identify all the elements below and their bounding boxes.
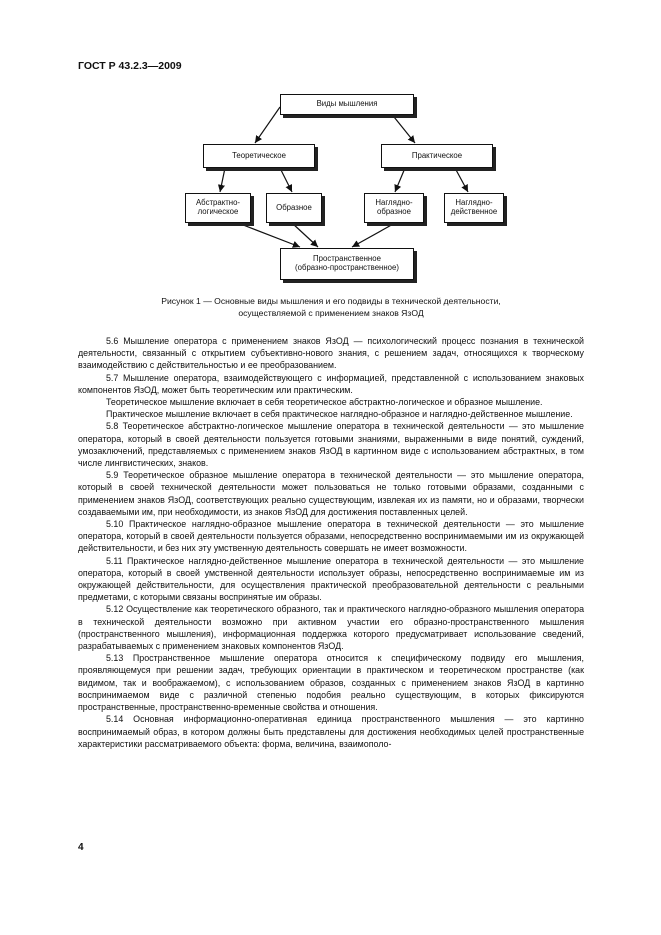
visual-active-node: Наглядно- действенное <box>444 193 504 223</box>
paragraph-5-6: 5.6 Мышление оператора с применением знаков ЯзОД — психологический процесс познания в технической деятельности, связанный с открытием субъективно-нового знания, с решением задач, относящихся к творческому взаимодействию с действительностью и ее преобразованием. <box>78 336 584 371</box>
thinking-types-diagram <box>0 0 661 300</box>
paragraph-5-14: 5.14 Основная информационно-оперативная единица пространственного мышления — это картинно воспринимаемый образ, в котором должны быть представлены для достижения необходимых целей пространственные характеристики рассматриваемого объекта: форма, величина, взаимополо- <box>78 714 584 749</box>
paragraph-5-13: 5.13 Пространственное мышление оператора относится к специфическому подвиду его мышления, проявляющемуся при решении задач, требующих ориентации в практическом и теоретическом пространстве (как видимом, так и воображаемом), с использованием образов, созданных с применением знаков ЯзОД в картинно воспринимаемом виде с различной степенью подобия реально существующим, в которых фиксируются пространственные, пространственно-временные свойства и отношения. <box>78 653 584 713</box>
paragraph-5-7: 5.7 Мышление оператора, взаимодействующего с информацией, представленной с использованием знаковых компонентов ЯзОД, может быть теоретическим или практическим. <box>78 372 584 395</box>
paragraph-practical: Практическое мышление включает в себя практическое наглядно-образное и наглядно-действенное мышление. <box>106 409 573 420</box>
paragraph-theoretical: Теоретическое мышление включает в себя теоретическое абстрактно-логическое и образное мышление. <box>106 397 543 408</box>
abstract-logical-node: Абстрактно- логическое <box>185 193 251 223</box>
document-header: ГОСТ Р 43.2.3—2009 <box>78 60 182 72</box>
page-number: 4 <box>78 842 84 853</box>
figure-caption <box>78 296 584 319</box>
body-text <box>78 335 584 750</box>
root-node: Виды мышления <box>280 94 414 115</box>
caption-line-1: Рисунок 1 — Основные виды мышления и его подвиды в технической деятельности, <box>161 296 501 306</box>
caption-line-2: осуществляемой с применением знаков ЯзОД <box>238 307 424 318</box>
visual-figurative-node: Наглядно- образное <box>364 193 424 223</box>
figurative-node: Образное <box>266 193 322 223</box>
theoretical-node: Теоретическое <box>203 144 315 168</box>
paragraph-5-8: 5.8 Теоретическое абстрактно-логическое мышление оператора в технической деятельности — это мышление оператора, который в своей деятельности пользуется готовыми знаниями, выраженными в виде понятий, суждений, умозаключений, представляемых с применением знаков ЯзОД в картинном виде с использованием абстрактных, в том числе лингвистических, знаков. <box>78 421 584 469</box>
spatial-node: Пространственное (образно-пространственное) <box>280 248 414 280</box>
paragraph-5-12: 5.12 Осуществление как теоретического образного, так и практического наглядно-образного мышления оператора в технической деятельности возможно при активном участии его образно-пространственного мышления (пространственного мышления), информационная поддержка которого предусматривает использование сведений, разрабатываемых с применением знаковых компонентов ЯзОД. <box>78 604 584 652</box>
paragraph-5-9: 5.9 Теоретическое образное мышление оператора в технической деятельности — это мышление оператора, который в своей технической деятельности может пользоваться не только готовыми образами, созданными с применением знаков ЯзОД, соответствующих реально существующим, извлекая их из памяти, но и образами, творчески создаваемыми им, при необходимости, из знаков ЯзОД для достижения поставленных целей. <box>78 470 584 517</box>
paragraph-5-10: 5.10 Практическое наглядно-образное мышление оператора в технической деятельности — это мышление оператора, который в своей деятельности пользуется образами, непосредственно воспринимаемыми им из окружающей действительности, и без них эту умственную деятельность совершать не имеет возможности. <box>78 519 584 554</box>
practical-node: Практическое <box>381 144 493 168</box>
paragraph-5-11: 5.11 Практическое наглядно-действенное мышление оператора в технической деятельности — это мышление оператора, который в своей умственной деятельности использует образы, непосредственно воспринимаемые им из окружающей действительности, для осуществления практической преобразовательной деятельности с реальными предметами, с которыми связаны воспринятые им образы. <box>78 555 584 603</box>
